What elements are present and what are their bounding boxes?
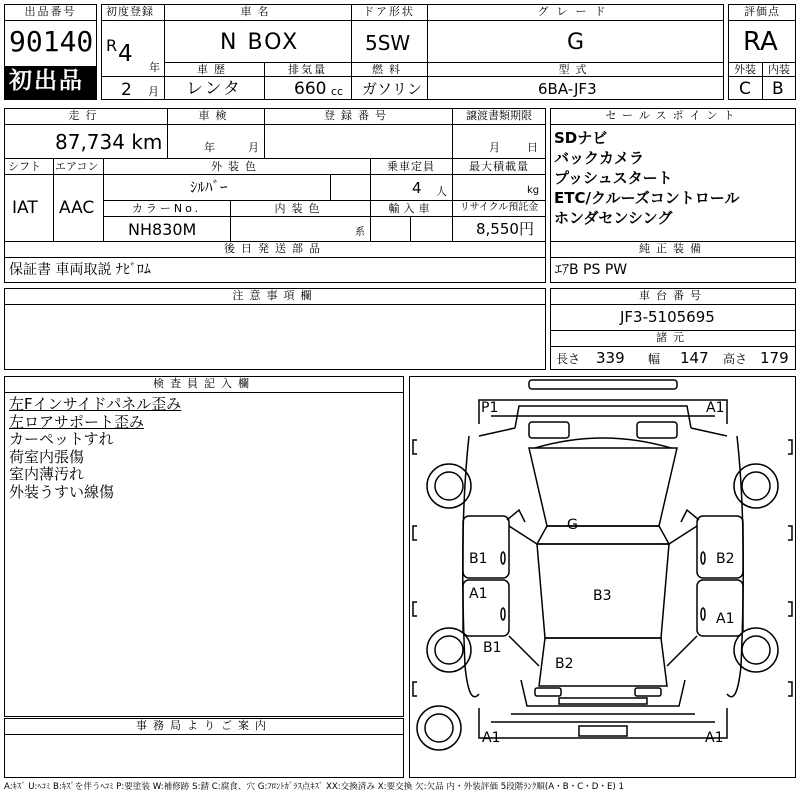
sales-point-item: SDナビ (554, 129, 608, 147)
ac-label: エアコン (55, 160, 99, 173)
sales-point-item: ホンダセンシング (554, 209, 673, 227)
inspector-item: 荷室内張傷 (9, 447, 85, 466)
later-parts: 保証書 車両取説 ﾅﾋﾞﾛﾑ (9, 262, 151, 278)
month-num: 2 (121, 80, 132, 100)
sales-point-item: ETC/クルーズコントロール (554, 189, 740, 207)
int-label: 内装 (768, 63, 790, 76)
first-listing-badge-text: 初出品 (9, 68, 84, 94)
car-diagram (409, 376, 796, 778)
transfer-day-unit: 日 (527, 141, 538, 154)
legend: A:ｷｽﾞ U:ﾍｺﾐ B:ｷｽﾞを伴うﾍｺﾐ P:要塗装 W:補修跡 S:錆 C:腐食、穴 G:ﾌﾛﾝﾄｶﾞﾗｽ点ｷｽﾞ XX:交換済み X:要交換 欠:欠品 内・外装評価 5段階ﾗﾝｸ順(A・B・C・D・E) 1 (4, 782, 624, 792)
score: RA (743, 27, 778, 57)
damage-mark: G (567, 517, 578, 533)
inspector-list (9, 396, 181, 501)
inspection-year-unit: 年 (204, 141, 215, 154)
seats-unit: 人 (436, 185, 447, 198)
era: R (106, 36, 118, 55)
score-label: 評価点 (744, 5, 780, 18)
damage-mark: A1 (716, 611, 735, 627)
damage-mark: B1 (483, 640, 502, 656)
recycle: 8,550円 (476, 220, 534, 238)
sales-point-item: バックカメラ (554, 149, 645, 167)
dimensions-label: 諸元 (656, 331, 690, 344)
fuel: ガソリン (362, 80, 423, 98)
damage-mark: B3 (593, 588, 612, 604)
inspection-label: 車検 (198, 109, 233, 122)
inspection-month-unit: 月 (248, 141, 259, 154)
displacement: 660 (294, 79, 327, 99)
transfer-doc-label: 譲渡書類期限 (466, 109, 532, 122)
lot-number-label: 出品番号 (24, 5, 77, 18)
displacement-unit: cc (331, 85, 344, 98)
length-label: 長さ (556, 352, 581, 366)
inspector-item: カーペットすれ (9, 430, 114, 448)
month-unit: 月 (148, 85, 159, 98)
color-no-label: カラーNo. (131, 202, 202, 215)
shift: IAT (12, 198, 38, 218)
car-name: N BOX (220, 30, 300, 55)
sales-points-list (554, 128, 739, 228)
car-name-label: 車名 (240, 5, 275, 18)
int-color-suffix: 系 (355, 227, 365, 238)
inspector-item: 左ロアサポート歪み (9, 412, 145, 431)
width-label: 幅 (648, 352, 661, 366)
grade: G (567, 30, 585, 55)
details-box (4, 108, 546, 242)
int-grade: B (772, 79, 784, 99)
damage-mark: A1 (705, 730, 724, 746)
office-label: 事務局よりご案内 (136, 719, 272, 732)
fuel-label: 燃料 (372, 63, 406, 76)
lot-number: 90140 (9, 25, 94, 58)
damage-mark: P1 (481, 400, 499, 416)
inspector-label: 検査員記入欄 (153, 377, 255, 390)
registration-label: 登録番号 (324, 109, 392, 122)
first-reg-label: 初度登録 (106, 5, 154, 18)
equipment: ｴｱB PS PW (555, 262, 628, 278)
seats-label: 乗車定員 (387, 160, 435, 173)
import-label: 輸入車 (388, 202, 434, 215)
year-unit: 年 (149, 61, 160, 74)
grade-label: グレード (537, 5, 614, 18)
damage-mark: A1 (469, 586, 488, 602)
displacement-label: 排気量 (288, 63, 327, 76)
int-color-label: 内装色 (274, 202, 326, 215)
model: 6BA-JF3 (538, 80, 597, 98)
notes-label: 注意事項欄 (232, 289, 318, 302)
inspector-item: 左Fインサイドパネル歪み (9, 395, 182, 413)
seats: 4 (412, 179, 422, 197)
door: 5SW (365, 31, 411, 55)
ext-color-label: 外装色 (211, 160, 262, 173)
width: 147 (680, 349, 709, 367)
transfer-month-unit: 月 (489, 141, 500, 154)
equipment-label: 純正装備 (639, 242, 707, 255)
load-unit: kg (527, 185, 540, 196)
later-parts-label: 後日発送部品 (224, 242, 326, 255)
damage-mark: B2 (716, 551, 735, 567)
chassis: JF3-5105695 (620, 308, 715, 326)
length: 339 (596, 349, 625, 367)
ext-grade: C (739, 79, 751, 99)
mileage: 87,734 km (55, 130, 163, 154)
height-label: 高さ (723, 352, 748, 366)
ext-color: ｼﾙﾊﾞｰ (190, 178, 228, 196)
inspector-item: 外装うすい線傷 (9, 482, 115, 501)
damage-mark: B1 (469, 551, 488, 567)
chassis-label: 車台番号 (639, 289, 707, 302)
door-label: ドア形状 (363, 5, 415, 18)
mileage-label: 走行 (68, 109, 103, 122)
height: 179 (760, 349, 789, 367)
year-num: 4 (118, 41, 133, 67)
history-label: 車歴 (197, 63, 231, 76)
sales-point-item: プッシュスタート (554, 169, 673, 187)
damage-mark: A1 (482, 730, 501, 746)
shift-label: シフト (8, 160, 41, 173)
inspector-item: 室内薄汚れ (9, 465, 85, 483)
damage-mark: A1 (706, 400, 725, 416)
load-label: 最大積載量 (469, 160, 529, 173)
history: レンタ (186, 79, 242, 99)
ext-label: 外装 (734, 63, 756, 76)
sales-points-label: セールスポイント (605, 109, 741, 122)
recycle-label: リサイクル預託金 (459, 202, 539, 213)
damage-mark: B2 (555, 656, 574, 672)
ac: AAC (59, 198, 95, 218)
color-no: NH830M (128, 220, 197, 239)
model-label: 型式 (558, 63, 593, 76)
